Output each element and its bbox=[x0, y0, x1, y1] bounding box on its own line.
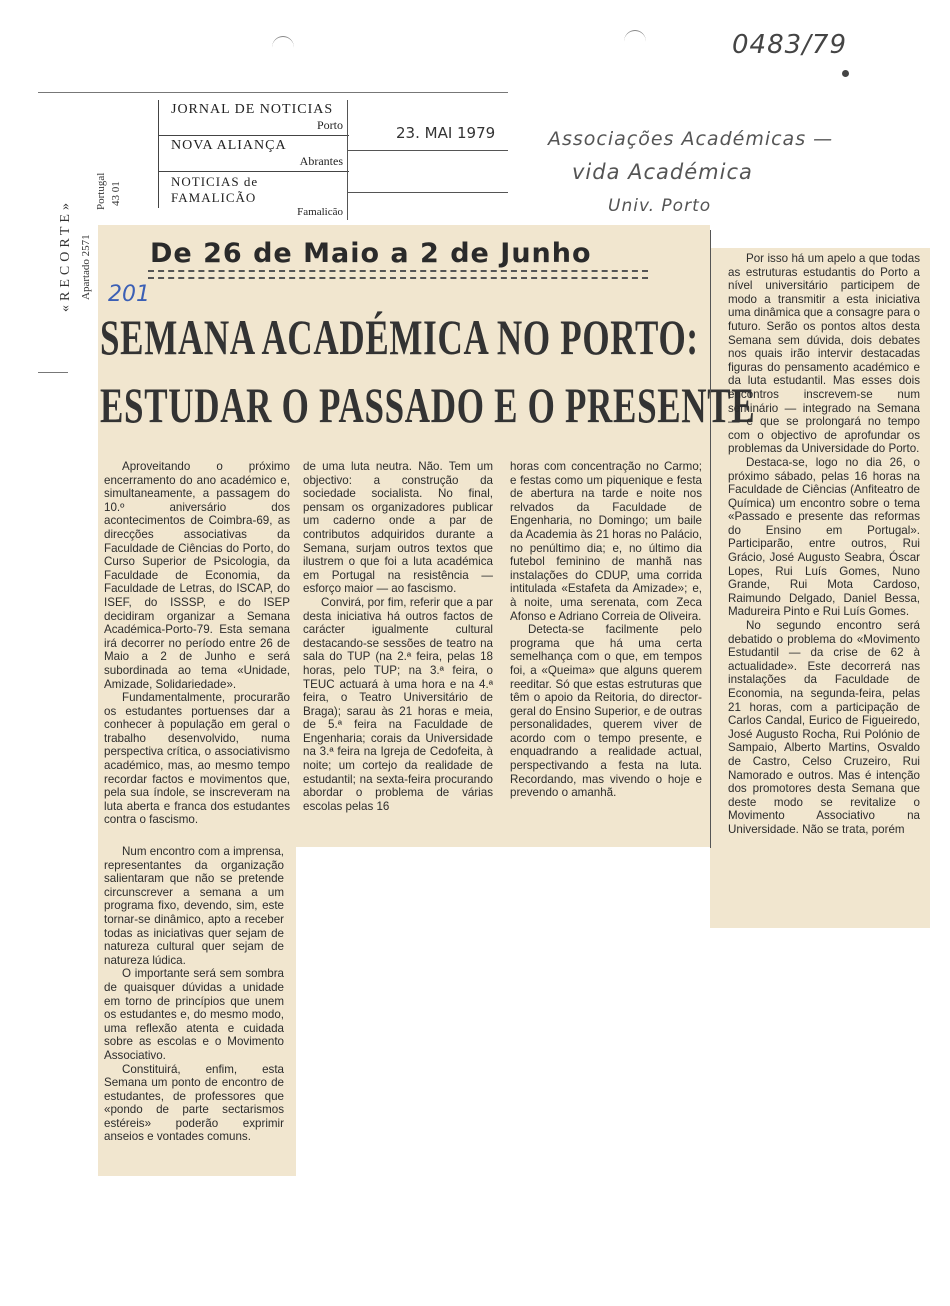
newspaper-city: Famalicão bbox=[297, 206, 343, 218]
handwritten-number: 201 bbox=[108, 282, 150, 307]
masthead-row bbox=[159, 100, 349, 136]
paragraph: Detecta-se facilmente pelo programa que há uma certa semelhança com o que, em tempos foi, a «Queima» que alguns querem reeditar. Só que estas estruturas que têm o apoio da Reitoria, do director-geral do Ensino Superior, e de outras personalidades, querem viver de acordo com o tempo presente, e enquadrando a realidade actual, perspectivando a festa na luta. Recordando, mas vivendo o hoje e prevendo o amanhã. bbox=[510, 623, 702, 800]
paragraph: horas com concentração no Carmo; e festas como um piquenique e festa de abertura na tarde e noite nos relvados da Faculdade de Engenharia, no Domingo; um baile da Academia às 21 horas no Palácio, no penúltimo dia; e, no último dia futebol feminino de manhã nas instalações do CDUP, uma corrida intitulada «Estafeta da Amizade»; e, à noite, uma serenata, com Zeca Afonso e Adriano Correia de Oliveira. bbox=[510, 460, 702, 623]
newspaper-name: JORNAL DE NOTICIAS bbox=[171, 102, 334, 117]
topic-note-line3: Univ. Porto bbox=[608, 196, 712, 216]
paragraph: Constituirá, enfim, esta Semana um ponto de encontro de estudantes, de professores que «pondo de parte sectarismos estéreis» poderão exprimir anseios e vontades comuns. bbox=[104, 1062, 284, 1144]
paragraph: Por isso há um apelo a que todas as estruturas estudantis do Porto a nível universitário participem de modo a transmitir a esta iniciativa uma dinâmica que a consagre para o futuro. Serão os pontos altos desta Semana sem dúvida, dois debates nos quais irão intervir destacadas figuras do pensamento académico e da luta estudantil. Mas esses dois encontros inscrevem-se num seminário — integrado na Semana — e que se prolongará no tempo com o objectivo de aprofundar os problemas da Universidade do Porto. bbox=[728, 252, 920, 456]
article-headline-line1: SEMANA ACADÉMICA NO PORTO: bbox=[100, 309, 699, 365]
newspaper-name: NOTICIAS de FAMALICÃO bbox=[171, 174, 259, 205]
paragraph: Convirá, por fim, referir que a par desta iniciativa há outros factos de carácter igualmente cultural destacando-se sessões de teatro na sala do TUP (na 2.ª feira, pelas 18 horas, pelo TUP; na 3.ª feira, o TEUC actuará à uma hora e na 4.ª feira, o Teatro Universitário de Braga); sarau às 21 horas e meia, de 5.ª feira na Faculdade de Engenharia; corais da Universidade na 3.ª feira na Igreja de Cedofeita, à noite; um cortejo da realidade de estudantil; na sexta-feira procurando abordar o problema de várias escolas pelas 16 bbox=[303, 595, 493, 813]
kicker-rule bbox=[148, 270, 648, 279]
archive-code: 0483/79 bbox=[732, 30, 848, 60]
newspaper-name: NOVA ALIANÇA bbox=[171, 138, 287, 153]
stamp-address: Apartado 2571 bbox=[80, 234, 92, 300]
masthead-row bbox=[159, 172, 349, 218]
article-headline-line2: ESTUDAR O PASSADO E O PRESENTE bbox=[100, 377, 756, 433]
paragraph: No segundo encontro será debatido o problema do «Movimento Estudantil — da crise de 62 à actualidade». Este decorrerá nas instalações da Faculdade de Economia, na segunda-feira, pelas 21 horas, com a participação de Carlos Candal, Eurico de Figueiredo, José Augusto Rocha, Rui Polónio de Sampaio, Alberto Martins, Osvaldo de Castro, Celso Cruzeiro, Rui Namorado e outros. Mas é intenção dos promotores desta Semana que deste modo se revitalize o Movimento Associativo na Universidade. Não se trata, porém bbox=[728, 619, 920, 836]
paragraph: O importante será sem sombra de quaisquer dúvidas a unidade em torno de princípios que unem os estudantes e, do mesmo modo, uma reflexão atenta e cuidada sobre as escolas e o Movimento Associativo. bbox=[104, 967, 284, 1062]
article-kicker: De 26 de Maio a 2 de Junho bbox=[150, 238, 592, 269]
article-column-1 bbox=[104, 460, 290, 840]
article-column-4 bbox=[728, 252, 920, 922]
masthead-box bbox=[158, 100, 349, 218]
topic-note-line1: Associações Académicas — bbox=[548, 128, 834, 150]
article-column-2 bbox=[303, 460, 493, 842]
ink-dot bbox=[842, 70, 849, 77]
stamp-phone: 43 01 bbox=[110, 181, 122, 206]
paragraph: Destaca-se, logo no dia 26, o próximo sábado, pelas 16 horas na Faculdade de Ciências (Anfiteatro de Química) um encontro sobre o tema «Passado e presente das reformas do Ensino em Portugal». Participarão, entre outros, Rui Grácio, José Augusto Seabra, Óscar Lopes, Rui Luís Gomes, Nuno Grande, Rui Mota Cardoso, Raimundo Delgado, Daniel Bessa, Madureira Pinto e Rui Luís Gomes. bbox=[728, 455, 920, 619]
punch-hole-left bbox=[272, 36, 294, 59]
topic-note-line2: vida Académica bbox=[572, 160, 753, 184]
clipping-date: 23. MAI 1979 bbox=[396, 124, 496, 142]
paragraph: Fundamentalmente, procurarão os estudantes portuenses dar a conhecer à população em geral o trabalho desenvolvido, numa perspectiva crítica, o associativismo académico, mas, ao mesmo tempo recordar factos e movimentos que, pela sua índole, se inscreveram na luta aberta e franca dos estudantes contra o fascismo. bbox=[104, 691, 290, 827]
paragraph: Num encontro com a imprensa, representantes da organização salientaram que não se pretende circunscrever a semana a um programa fixo, devendo, sim, este tornar-se dinâmico, apto a receber todas as iniciativas quer sejam de natureza cultural quer sejam de natureza lúdica. bbox=[104, 845, 284, 967]
stamp-brand: «RECORTE» bbox=[58, 199, 73, 312]
article-column-3 bbox=[510, 460, 702, 842]
paragraph: Aproveitando o próximo encerramento do ano académico e, simultaneamente, a passagem do 10.º aniversário dos acontecimentos de Coimbra-69, as direcções associativas da Faculdade de Ciências do Porto, do Curso Superior de Psicologia, da Faculdade de Economia, da Faculdade de Letras, do ISCAP, do ISEF, do ISSSP, e do ISEP decidiram organizar a Semana Académica-Porto-79. Esta semana irá decorrer no período entre 26 de Maio a 2 de Junho e será subordinada ao tema «Unidade, Amizade, Solidariedade». bbox=[104, 460, 290, 691]
masthead-row bbox=[159, 136, 349, 172]
stamp-country: Portugal bbox=[95, 172, 107, 210]
newspaper-city: Abrantes bbox=[299, 154, 343, 168]
newspaper-city: Porto bbox=[316, 118, 343, 132]
paragraph: de uma luta neutra. Não. Tem um objectivo: a construção da sociedade socialista. No final, pensam os organizadores publicar um caderno onde a par de contributos adquiridos durante a Semana, surjam outros textos que ilustrem o que foi a luta académica em Portugal na resistência — esforço maior — ao fascismo. bbox=[303, 460, 493, 596]
punch-hole-right bbox=[624, 30, 646, 53]
article-column-1-continued bbox=[104, 845, 284, 1171]
column-rule bbox=[710, 230, 711, 848]
